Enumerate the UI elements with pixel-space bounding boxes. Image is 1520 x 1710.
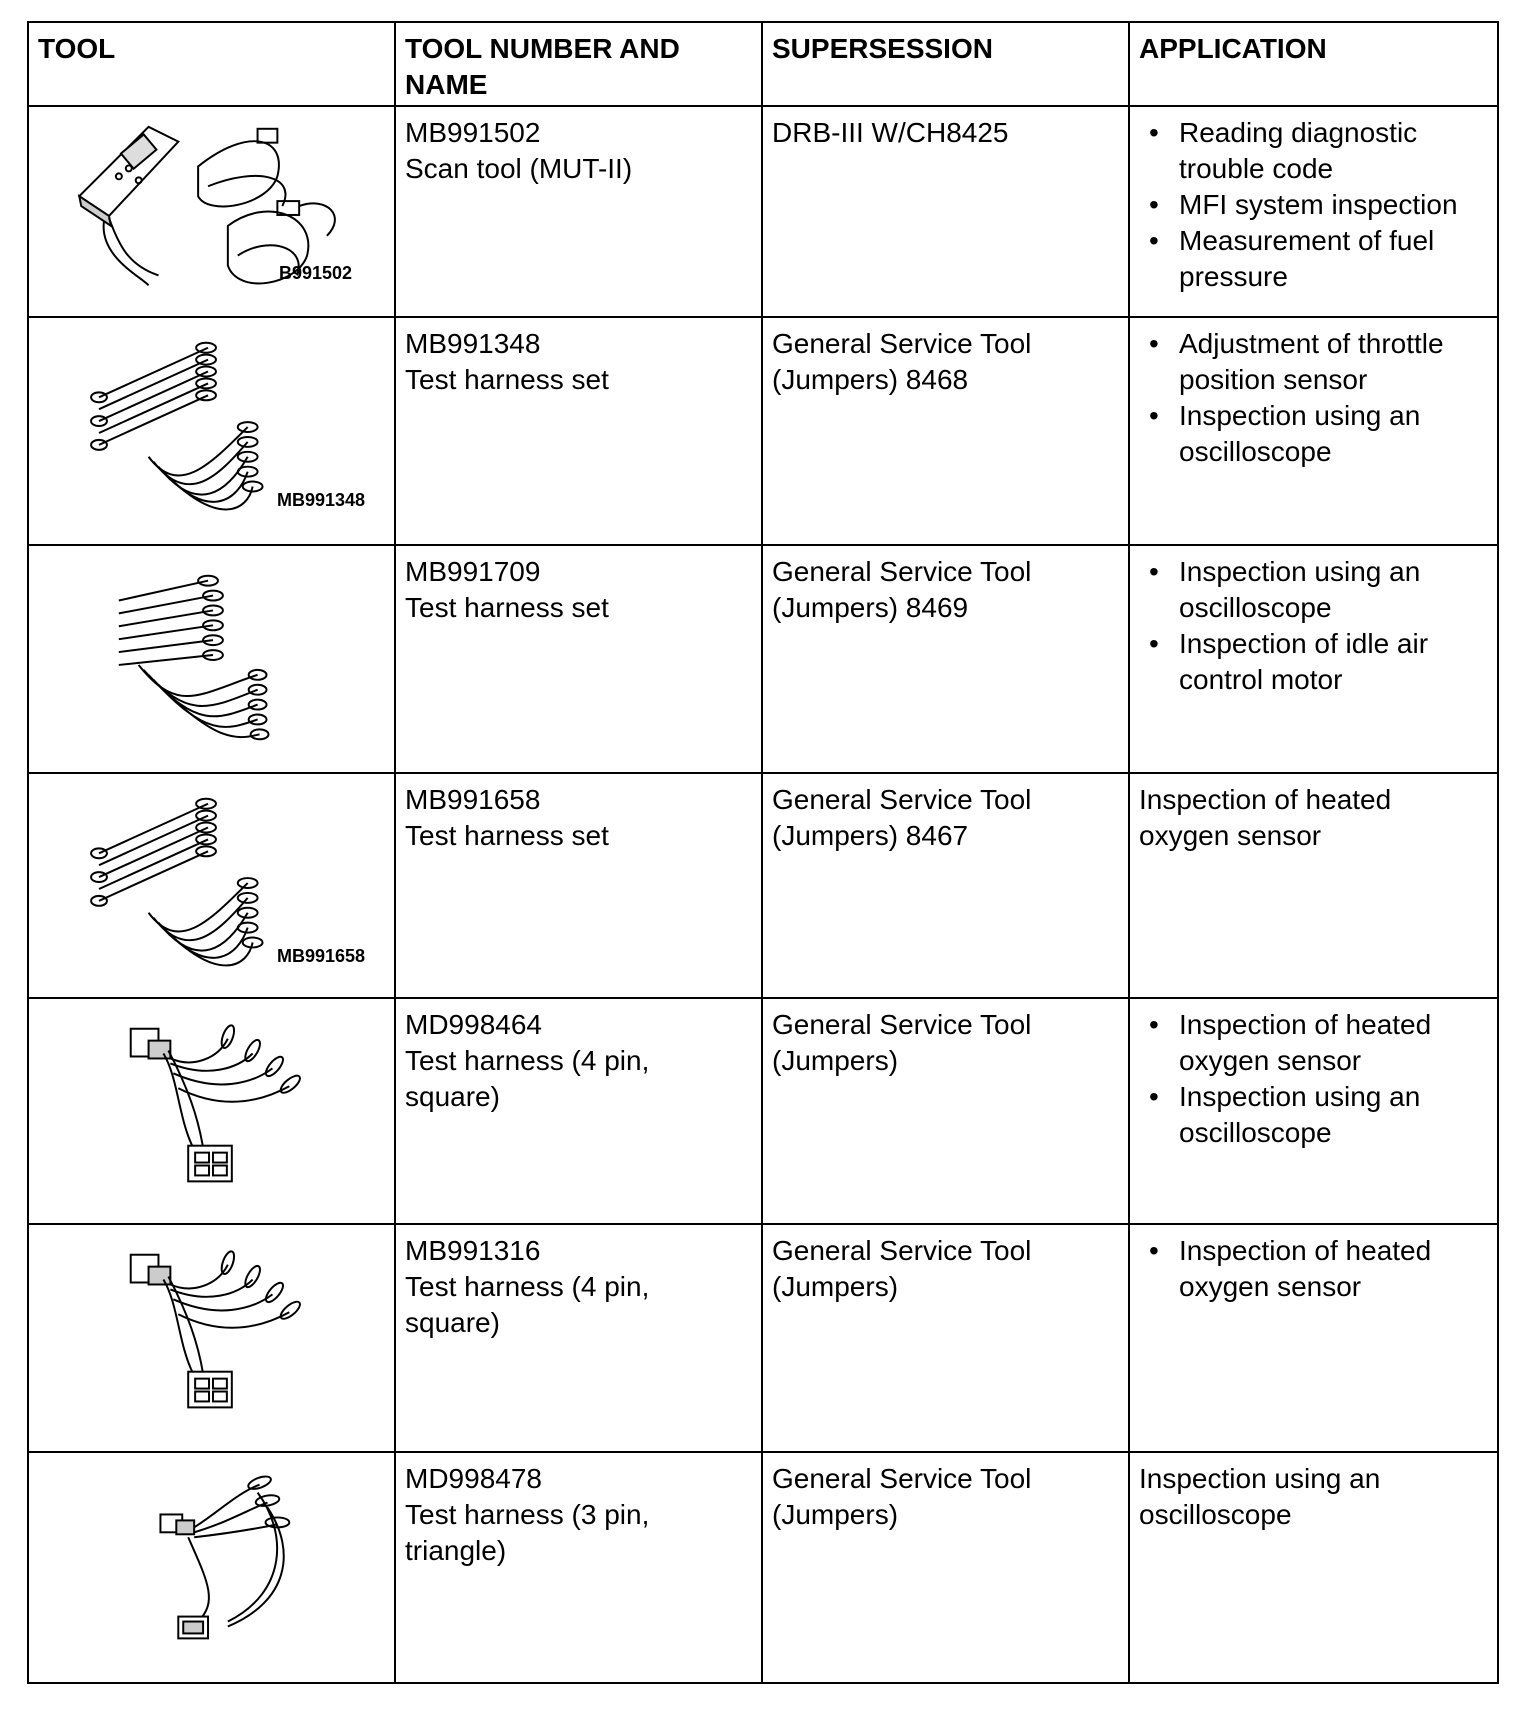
tool-number: MB991348: [405, 328, 541, 359]
scan-tool-icon: [29, 107, 394, 316]
supersession-cell: General Service Tool (Jumpers): [762, 1452, 1129, 1683]
tool-number-name-cell: [395, 545, 762, 773]
tool-image-cell: [28, 1452, 395, 1683]
harness-set-icon: [29, 318, 394, 544]
application-cell: Inspection of heated oxygen sensor: [1129, 773, 1498, 998]
tool-number-name-cell: [395, 998, 762, 1224]
tool-name: Test harness (3 pin, triangle): [405, 1499, 650, 1566]
table-row: [28, 998, 1498, 1224]
tool-name: Test harness set: [405, 364, 609, 395]
table-row: [28, 106, 1498, 317]
supersession-cell: General Service Tool (Jumpers) 8467: [762, 773, 1129, 998]
tool-image-cell: [28, 773, 395, 998]
tool-image-cell: [28, 998, 395, 1224]
application-item: • Inspection of heated oxygen sensor: [1139, 1007, 1488, 1079]
application-item: • MFI system inspection: [1139, 187, 1488, 223]
tool-number-name-cell: [395, 1224, 762, 1452]
tool-name: Test harness (4 pin, square): [405, 1045, 650, 1112]
application-item: • Inspection using an oscilloscope: [1139, 554, 1488, 626]
tool-number-name-cell: [395, 1452, 762, 1683]
application-cell: [1129, 106, 1498, 317]
table-row: [28, 1224, 1498, 1452]
tool-number: MB991709: [405, 556, 541, 587]
header-supersession: SUPERSESSION: [762, 22, 1129, 106]
header-tool-number-name: TOOL NUMBER AND NAME: [395, 22, 762, 106]
table-row: [28, 1452, 1498, 1683]
supersession-cell: General Service Tool (Jumpers): [762, 1224, 1129, 1452]
square-connector-harness-icon: [29, 999, 394, 1223]
triangle-connector-harness-icon: [29, 1453, 394, 1682]
application-cell: [1129, 1224, 1498, 1452]
header-application: APPLICATION: [1129, 22, 1498, 106]
tool-name: Test harness (4 pin, square): [405, 1271, 650, 1338]
tool-name: Test harness set: [405, 820, 609, 851]
tool-image-cell: [28, 545, 395, 773]
table-row: [28, 317, 1498, 545]
application-cell: [1129, 545, 1498, 773]
application-item: • Inspection of idle air control motor: [1139, 626, 1488, 698]
tool-name: Scan tool (MUT-II): [405, 153, 633, 184]
application-item: • Inspection using an oscilloscope: [1139, 398, 1488, 470]
tool-image-cell: [28, 1224, 395, 1452]
tool-number: MD998464: [405, 1009, 542, 1040]
application-item: • Inspection using an oscilloscope: [1139, 1079, 1488, 1151]
tool-number: MB991316: [405, 1235, 541, 1266]
application-item: • Inspection of heated oxygen sensor: [1139, 1233, 1488, 1305]
header-tool: TOOL: [28, 22, 395, 106]
application-cell: [1129, 317, 1498, 545]
figure-label: MB991348: [277, 490, 366, 510]
tool-number-name-cell: [395, 317, 762, 545]
tool-number-name-cell: [395, 106, 762, 317]
special-tools-table: [27, 21, 1499, 1684]
supersession-cell: General Service Tool (Jumpers) 8468: [762, 317, 1129, 545]
tool-number: MB991658: [405, 784, 541, 815]
table-row: [28, 773, 1498, 998]
application-item: • Adjustment of throttle position sensor: [1139, 326, 1488, 398]
figure-label: MB991658: [277, 946, 366, 966]
tool-number: MD998478: [405, 1463, 542, 1494]
supersession-cell: DRB-III W/CH8425: [762, 106, 1129, 317]
table-row: [28, 545, 1498, 773]
tool-number-name-cell: [395, 773, 762, 998]
tool-image-cell: [28, 317, 395, 545]
application-cell: Inspection using an oscilloscope: [1129, 1452, 1498, 1683]
square-connector-harness-icon: [29, 1225, 394, 1451]
figure-label: B991502: [279, 263, 353, 283]
application-item: • Measurement of fuel pressure: [1139, 223, 1488, 295]
header-row: [28, 22, 1498, 106]
application-cell: [1129, 998, 1498, 1224]
harness-set-icon: [29, 546, 394, 772]
tool-name: Test harness set: [405, 592, 609, 623]
application-item: • Reading diagnostic trouble code: [1139, 115, 1488, 187]
tool-image-cell: [28, 106, 395, 317]
supersession-cell: General Service Tool (Jumpers) 8469: [762, 545, 1129, 773]
supersession-cell: General Service Tool (Jumpers): [762, 998, 1129, 1224]
tool-number: MB991502: [405, 117, 541, 148]
